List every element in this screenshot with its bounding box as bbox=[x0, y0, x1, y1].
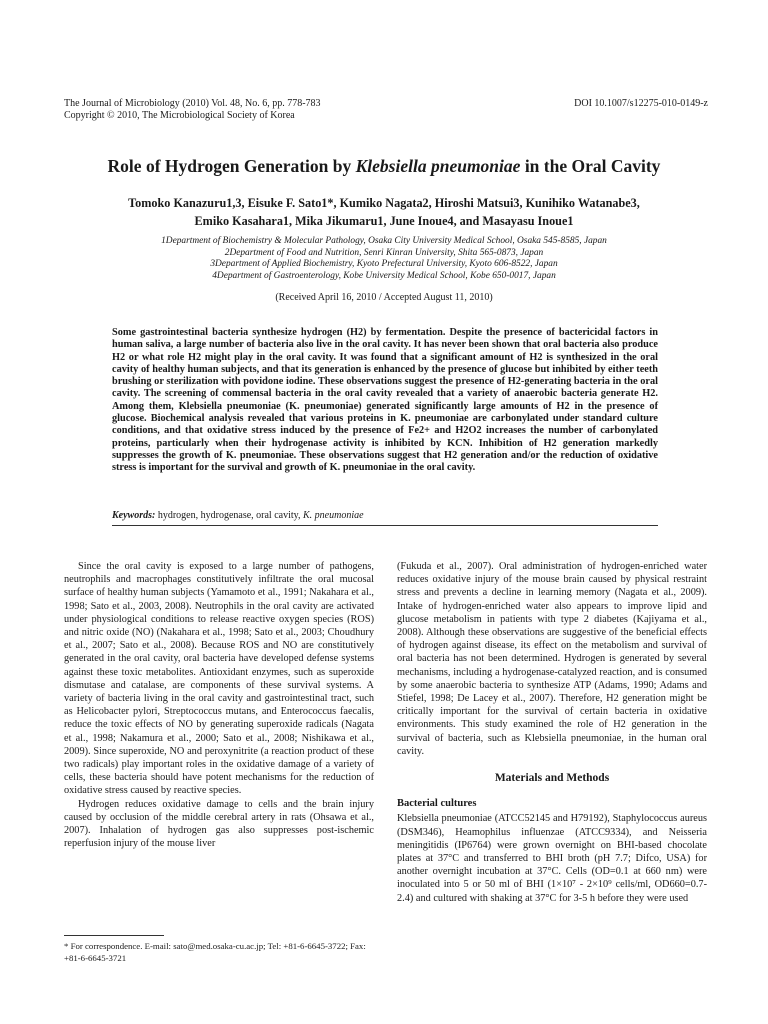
keywords-label: Keywords: bbox=[112, 510, 156, 521]
affiliation-4: 4Department of Gastroenterology, Kobe University Medical School, Kobe 650-0017, Japan bbox=[212, 270, 556, 281]
affiliations bbox=[80, 236, 688, 282]
received-dates: (Received April 16, 2010 / Accepted August 11, 2010) bbox=[275, 292, 493, 303]
title-species: Klebsiella pneumoniae bbox=[355, 156, 521, 176]
copyright-line: Copyright © 2010, The Microbiological Society of Korea bbox=[64, 110, 295, 121]
author-line-2: Emiko Kasahara1, Mika Jikumaru1, June Inoue4, and Masayasu Inoue1 bbox=[194, 214, 574, 228]
affiliation-2: 2Department of Food and Nutrition, Senri Kinran University, Shita 565-0873, Japan bbox=[224, 247, 544, 258]
body-column-right bbox=[397, 560, 707, 905]
intro-paragraph-2: Hydrogen reduces oxidative damage to cells and the brain injury caused by occlusion of the middle cerebral artery in rats (Ohsawa et al., 2007). Inhalation of hydrogen gas also suppresses post-ischemic reperfusion injury of the mouse liver bbox=[64, 798, 374, 850]
methods-paragraph: Klebsiella pneumoniae (ATCC52145 and H79192), Staphylococcus aureus (DSM346), Heamophilus influenzae (ATCC9334), and Neisseria meningitidis (IP6764) were grown overnight on BHI-based chocolate plates at 37°C and transferred to BHI broth (pH 7.7; Difco, USA) for another overnight incubation at 37°C. Cells (OD=0.1 at 660 nm) were inoculated into 5 or 50 ml of BHI (1×10⁷ - 2×10⁹ cells/ml, OD660=0.7-2.4) and cultured with shaking at 37°C for 3-5 h before they were used bbox=[397, 813, 707, 904]
keywords bbox=[112, 510, 658, 521]
body-column-left bbox=[64, 560, 374, 850]
affiliation-1: 1Department of Biochemistry & Molecular Pathology, Osaka City University Medical School, Osaka 545-8585, Japan bbox=[161, 236, 607, 246]
keywords-text: hydrogen, hydrogenase, oral cavity, bbox=[155, 510, 303, 521]
journal-header bbox=[64, 98, 321, 122]
doi-label: DOI 10.1007/s12275-010-0149-z bbox=[574, 98, 708, 109]
keywords-species: K. pneumoniae bbox=[302, 510, 364, 521]
intro-paragraph-1: Since the oral cavity is exposed to a large number of pathogens, neutrophils and macrophages constitutively infiltrate the oral mucosal surface of healthy human subjects (Yamamoto et al., 1991; Nakahara et al., 1998; Sato et al., 2003, 2008). Neutrophils in the oral cavity are activated under physiological conditions to release reactive oxygen species (ROS) and nitric oxide (NO) (Nakahara et al., 1998; Sato et al., 2003; Choudhury et al., 2007; Sato et al., 2008). Because ROS and NO are constitutively generated in the oral cavity, oral bacteria have developed defense systems against these toxic metabolites. Antioxidant enzymes, such as superoxide dismutase and catalase, are components of these survival systems. A variety of bacteria living in the oral cavity and gastrointestinal tract, such as Helicobacter pylori, Streptococcus mutans, and Enterococcus faecalis, reduce the toxic effects of NO by generating superoxide radicals (Nagata et al., 1998; Nakamura et al., 2000; Sato et al., 2008; Nishikawa et al., 2009). Since superoxide, NO and peroxynitrite (a reaction product of these two radicals) play important roles in the oxidative damage of a variety of cells, these bacteria should have potent mechanisms for the reduction of oxidative stress caused by reactive species. bbox=[64, 561, 374, 797]
abstract: Some gastrointestinal bacteria synthesize hydrogen (H2) by fermentation. Despite the presence of bactericidal factors in human saliva, a large number of bacteria also live in the oral cavity. It has never been shown that oral bacteria also produce H2 or what role H2 might play in the oral cavity. It was found that a significant amount of H2 is synthesized in the oral cavity of healthy human subjects, and that its generation is enhanced by the presence of glucose but inhibited by either teeth brushing or sterilization with povidone iodine. These observations suggest the presence of H2-generating bacteria in the oral cavity. The screening of commensal bacteria in the oral cavity revealed that a variety of anaerobic bacteria generate H2. Among them, Klebsiella pneumoniae (K. pneumoniae) generated significantly large amounts of H2 in the presence of glucose. Biochemical analysis revealed that various proteins in K. pneumoniae are carbonylated under standard culture conditions, and that oxidative stress induced by the presence of Fe2+ and H2O2 increases the number of carbonylated proteins, particularly when their hydrogenase activity is inhibited by KCN. Inhibition of H2 generation markedly suppresses the growth of K. pneumoniae. These observations suggest that H2 generation and/or the reduction of oxidative stress is important for the survival and growth of K. pneumoniae in the oral cavity. bbox=[112, 327, 658, 474]
affiliation-3: 3Department of Applied Biochemistry, Kyoto Prefectural University, Kyoto 606-8522, Japan bbox=[210, 259, 558, 269]
abstract-divider bbox=[112, 525, 658, 526]
section-heading-methods: Materials and Methods bbox=[494, 772, 610, 785]
author-line-1: Tomoko Kanazuru1,3, Eisuke F. Sato1*, Kumiko Nagata2, Hiroshi Matsui3, Kunihiko Watanabe3, bbox=[128, 196, 640, 210]
author-list bbox=[80, 194, 688, 230]
journal-citation: The Journal of Microbiology (2010) Vol. 48, No. 6, pp. 778-783 bbox=[64, 98, 321, 109]
article-title bbox=[0, 156, 768, 177]
title-end: in the Oral Cavity bbox=[520, 156, 661, 176]
correspondence-footnote: * For correspondence. E-mail: sato@med.osaka-cu.ac.jp; Tel: +81-6-6645-3722; Fax: +81-6-6645-3721 bbox=[64, 941, 366, 963]
footnote-divider bbox=[64, 935, 164, 936]
intro-paragraph-3: (Fukuda et al., 2007). Oral administration of hydrogen-enriched water reduces oxidative injury of the mouse brain caused by physical restraint stress and prevents a decline in learning memory (Nagata et al., 2009). Intake of hydrogen-enriched water also appears to improve lipid and glucose metabolism in patients with type 2 diabetes (Kajiyama et al., 2008). Although these observations are suggestive of the beneficial effects of hydrogen against disease, its effect on the metabolism and survival of oral bacteria has not been determined. Hydrogen is generated by several mechanisms, including a hydrogenase-catalyzed reaction, and is consumed by some anaerobic bacteria to synthesize ATP (Adams, 1990; Adams and Stiefel, 1998; De Lacey et al., 2007). Therefore, H2 generation might be critically important for the survival of certain bacteria in oxidative environments. This study examined the role of H2 generation in the survival of bacteria, such as Klebsiella pneumoniae, in the human oral cavity. bbox=[397, 561, 707, 757]
title-start: Role of Hydrogen Generation by bbox=[107, 156, 356, 176]
subsection-heading-cultures: Bacterial cultures bbox=[397, 798, 477, 810]
